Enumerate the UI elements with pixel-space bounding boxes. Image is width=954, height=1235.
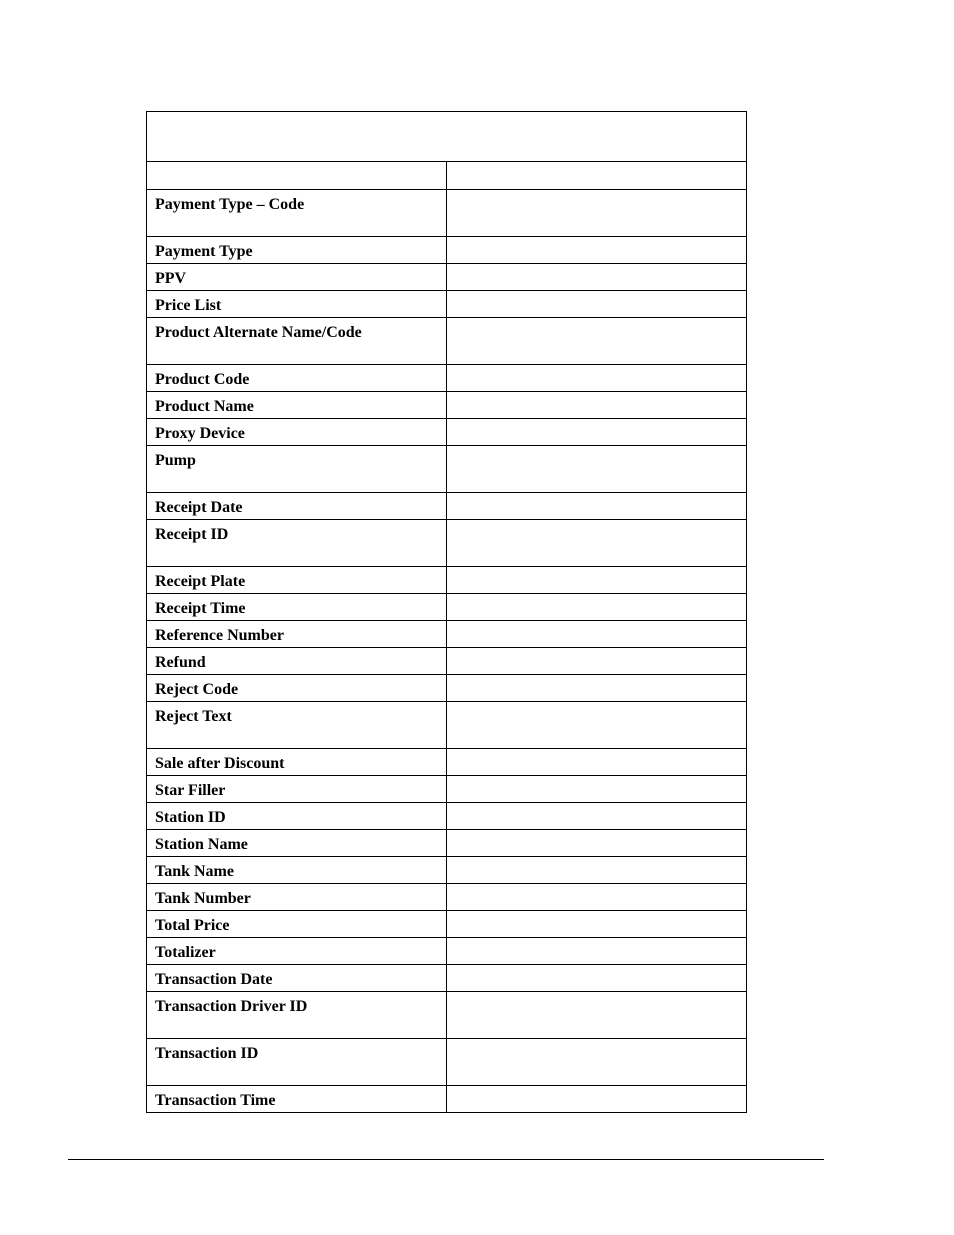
- term-cell: Payment Type: [147, 237, 447, 264]
- table-row: [147, 938, 747, 965]
- term-cell: Total Price: [147, 911, 447, 938]
- term-cell: Product Name: [147, 392, 447, 419]
- glossary-table: [146, 111, 747, 1113]
- table-row: [147, 237, 747, 264]
- table-title-cell: [147, 112, 747, 162]
- table-row: [147, 264, 747, 291]
- table-title-row: [147, 112, 747, 162]
- term-cell: Totalizer: [147, 938, 447, 965]
- description-cell: [447, 594, 747, 621]
- description-cell: [447, 264, 747, 291]
- description-cell: [447, 190, 747, 237]
- term-cell: Transaction ID: [147, 1039, 447, 1086]
- table-row: [147, 419, 747, 446]
- header-description-cell: [447, 162, 747, 190]
- table-row: [147, 1086, 747, 1113]
- description-cell: [447, 1086, 747, 1113]
- description-cell: [447, 392, 747, 419]
- description-cell: [447, 992, 747, 1039]
- description-cell: [447, 493, 747, 520]
- table-row: [147, 318, 747, 365]
- table-row: [147, 911, 747, 938]
- description-cell: [447, 884, 747, 911]
- term-cell: Tank Number: [147, 884, 447, 911]
- description-cell: [447, 291, 747, 318]
- table-row: [147, 749, 747, 776]
- description-cell: [447, 938, 747, 965]
- table-row: [147, 493, 747, 520]
- description-cell: [447, 749, 747, 776]
- term-cell: Station ID: [147, 803, 447, 830]
- term-cell: Tank Name: [147, 857, 447, 884]
- description-cell: [447, 965, 747, 992]
- term-cell: Reject Code: [147, 675, 447, 702]
- table-row: [147, 965, 747, 992]
- term-cell: Refund: [147, 648, 447, 675]
- table-row: [147, 291, 747, 318]
- glossary-table-body: [147, 112, 747, 1113]
- term-cell: Pump: [147, 446, 447, 493]
- term-cell: Product Code: [147, 365, 447, 392]
- description-cell: [447, 803, 747, 830]
- description-cell: [447, 830, 747, 857]
- term-cell: Proxy Device: [147, 419, 447, 446]
- description-cell: [447, 675, 747, 702]
- term-cell: Transaction Driver ID: [147, 992, 447, 1039]
- table-row: [147, 884, 747, 911]
- table-row: [147, 857, 747, 884]
- term-cell: Transaction Date: [147, 965, 447, 992]
- description-cell: [447, 776, 747, 803]
- description-cell: [447, 365, 747, 392]
- term-cell: PPV: [147, 264, 447, 291]
- description-cell: [447, 648, 747, 675]
- table-row: [147, 675, 747, 702]
- term-cell: Reference Number: [147, 621, 447, 648]
- table-row: [147, 648, 747, 675]
- table-row: [147, 1039, 747, 1086]
- table-row: [147, 803, 747, 830]
- description-cell: [447, 1039, 747, 1086]
- term-cell: Payment Type – Code: [147, 190, 447, 237]
- description-cell: [447, 520, 747, 567]
- term-cell: Receipt Time: [147, 594, 447, 621]
- description-cell: [447, 621, 747, 648]
- table-row: [147, 702, 747, 749]
- table-row: [147, 992, 747, 1039]
- description-cell: [447, 857, 747, 884]
- table-header-row: [147, 162, 747, 190]
- term-cell: Product Alternate Name/Code: [147, 318, 447, 365]
- term-cell: Reject Text: [147, 702, 447, 749]
- table-row: [147, 365, 747, 392]
- term-cell: Receipt Plate: [147, 567, 447, 594]
- term-cell: Transaction Time: [147, 1086, 447, 1113]
- term-cell: Station Name: [147, 830, 447, 857]
- description-cell: [447, 318, 747, 365]
- term-cell: Price List: [147, 291, 447, 318]
- header-term-cell: [147, 162, 447, 190]
- table-row: [147, 567, 747, 594]
- footer-rule: [68, 1159, 824, 1160]
- description-cell: [447, 702, 747, 749]
- description-cell: [447, 419, 747, 446]
- table-row: [147, 776, 747, 803]
- description-cell: [447, 446, 747, 493]
- table-row: [147, 830, 747, 857]
- table-row: [147, 392, 747, 419]
- table-row: [147, 190, 747, 237]
- table-row: [147, 446, 747, 493]
- table-row: [147, 520, 747, 567]
- description-cell: [447, 911, 747, 938]
- table-row: [147, 621, 747, 648]
- term-cell: Sale after Discount: [147, 749, 447, 776]
- term-cell: Receipt ID: [147, 520, 447, 567]
- term-cell: Star Filler: [147, 776, 447, 803]
- term-cell: Receipt Date: [147, 493, 447, 520]
- description-cell: [447, 567, 747, 594]
- table-row: [147, 594, 747, 621]
- description-cell: [447, 237, 747, 264]
